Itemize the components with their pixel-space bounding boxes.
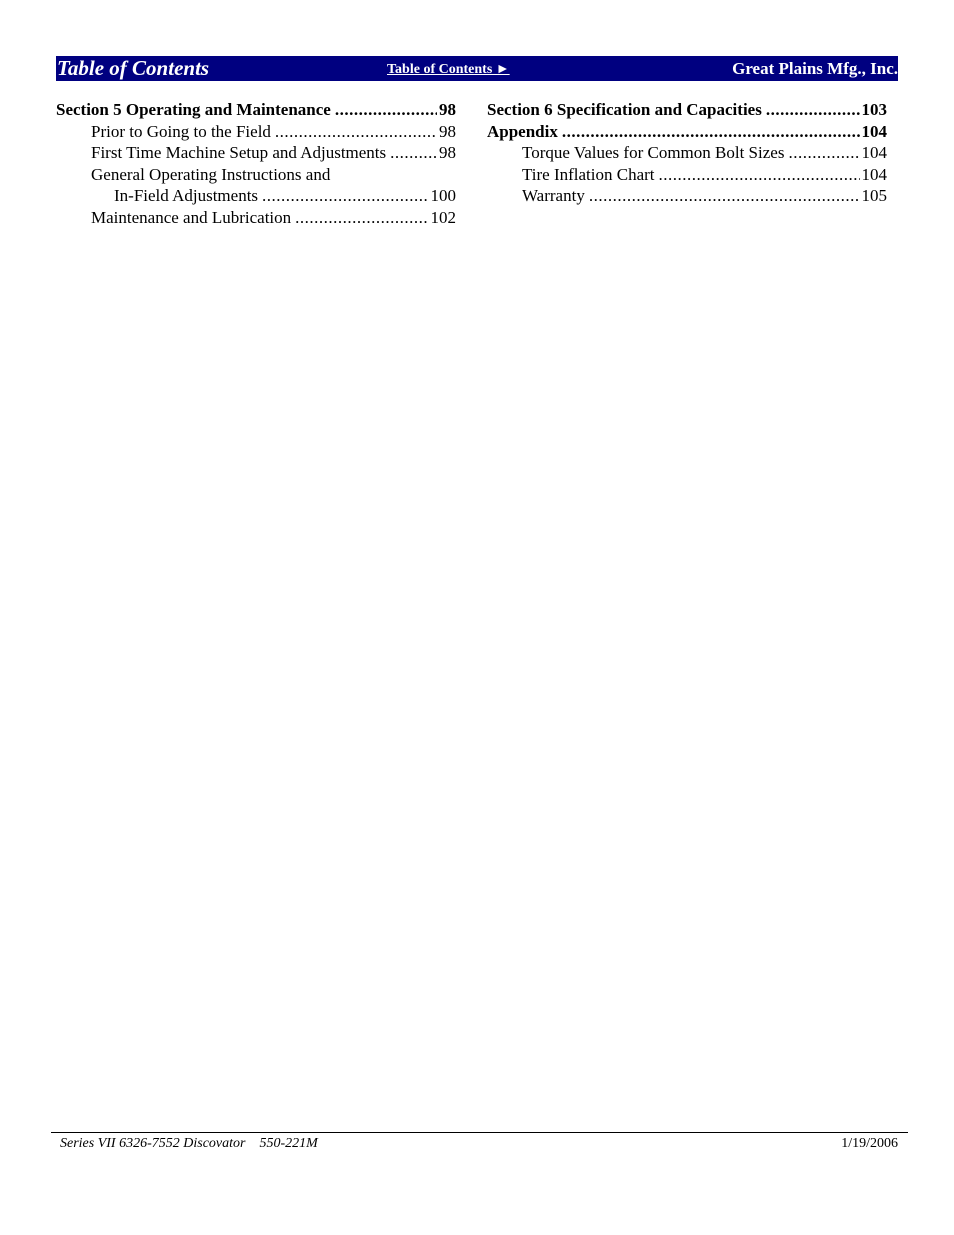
toc-page-number: 104	[861, 143, 887, 162]
toc-dot-leader	[766, 99, 860, 121]
toc-section-entry[interactable]	[487, 121, 887, 143]
toc-entry[interactable]	[56, 142, 456, 164]
toc-dot-leader	[295, 207, 428, 229]
toc-dot-leader	[788, 142, 859, 164]
toc-nav-link[interactable]: Table of Contents ►	[387, 62, 510, 77]
toc-entry[interactable]	[487, 142, 887, 164]
toc-page-number: 98	[439, 143, 456, 162]
toc-entry[interactable]	[56, 207, 456, 229]
toc-page-number: 102	[430, 207, 456, 227]
toc-section-entry[interactable]	[56, 99, 456, 121]
toc-dot-leader	[562, 121, 860, 143]
toc-dot-leader	[659, 164, 860, 186]
toc-dot-leader	[275, 121, 437, 143]
toc-entry-label: In-Field Adjustments	[114, 186, 259, 205]
toc-page-number: 105	[861, 186, 887, 205]
toc-page-number: 100	[430, 186, 456, 205]
footer-divider	[51, 1132, 908, 1133]
toc-dot-leader	[390, 142, 437, 164]
toc-page-number: 104	[861, 121, 887, 141]
toc-entry-label: Warranty	[522, 186, 585, 205]
page-title: Table of Contents	[57, 56, 210, 80]
toc-page-number: 104	[861, 164, 887, 184]
toc-entry-label: General Operating Instructions and	[91, 164, 331, 184]
toc-dot-leader	[262, 185, 428, 207]
header-bar	[56, 56, 898, 81]
toc-entry-label: Tire Inflation Chart	[522, 164, 655, 184]
footer-date: 1/19/2006	[841, 1136, 898, 1151]
toc-entry-label: Torque Values for Common Bolt Sizes	[522, 143, 785, 162]
toc-page-number: 98	[439, 100, 456, 119]
toc-column-right	[487, 99, 887, 207]
toc-entry[interactable]	[56, 185, 456, 207]
toc-column-left	[56, 99, 456, 228]
toc-entry[interactable]	[56, 121, 456, 143]
company-name: Great Plains Mfg., Inc.	[732, 59, 898, 78]
toc-entry-label: Appendix	[487, 121, 558, 141]
toc-entry-label: First Time Machine Setup and Adjustments	[91, 143, 387, 162]
toc-section-entry[interactable]	[487, 99, 887, 121]
toc-page-number: 103	[861, 100, 887, 119]
footer-document-id: Series VII 6326-7552 Discovator 550-221M	[60, 1136, 318, 1151]
toc-dot-leader	[589, 185, 860, 207]
toc-dot-leader	[335, 99, 437, 121]
toc-entry	[56, 164, 456, 186]
toc-entry-label: Section 5 Operating and Maintenance	[56, 100, 331, 119]
toc-entry[interactable]	[487, 164, 887, 186]
toc-entry-label: Section 6 Specification and Capacities	[487, 100, 762, 119]
toc-entry-label: Prior to Going to the Field	[91, 121, 271, 141]
toc-entry[interactable]	[487, 185, 887, 207]
toc-page-number: 98	[439, 121, 456, 141]
toc-entry-label: Maintenance and Lubrication	[91, 207, 292, 227]
